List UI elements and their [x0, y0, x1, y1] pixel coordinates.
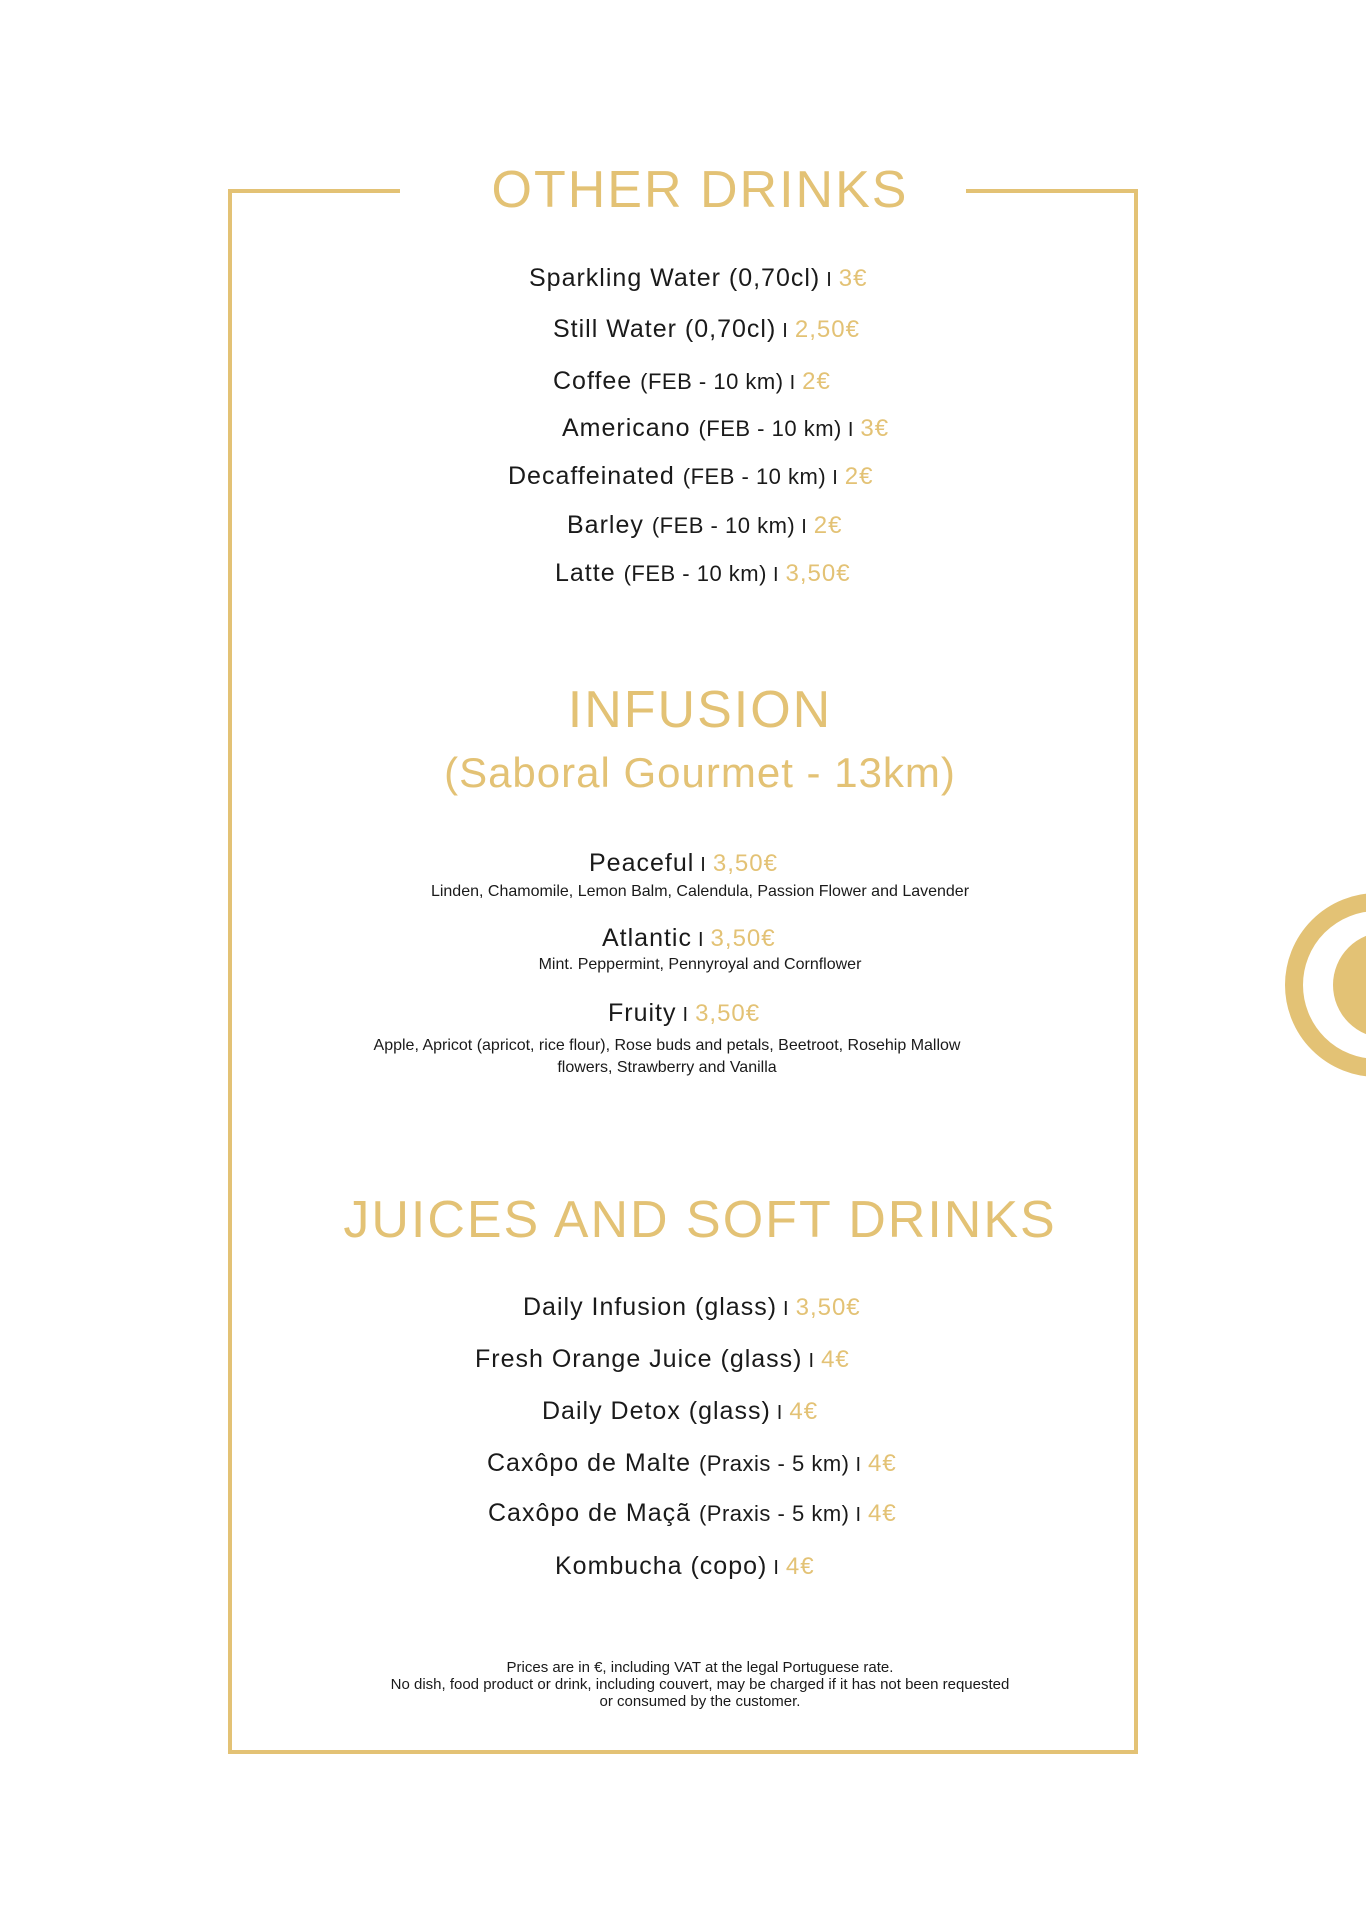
item-name: Fruity: [608, 999, 677, 1027]
item-name: Daily Infusion (glass): [523, 1293, 778, 1321]
menu-item: [589, 848, 778, 880]
item-separator: I: [697, 929, 705, 951]
menu-item: [542, 1396, 818, 1428]
item-separator: I: [700, 854, 707, 876]
section-title-other-drinks: OTHER DRINKS: [491, 161, 909, 219]
item-separator: I: [832, 467, 839, 489]
item-origin: (FEB - 10 km): [698, 416, 842, 441]
section-title-juices: JUICES AND SOFT DRINKS: [343, 1191, 1057, 1249]
menu-item: [529, 263, 868, 295]
menu-item: [602, 923, 776, 955]
menu-item: [475, 1344, 850, 1376]
item-origin: (Praxis - 5 km): [698, 1501, 850, 1526]
item-price: 3€: [860, 415, 890, 442]
item-price: 2€: [844, 463, 874, 490]
menu-item: [553, 314, 860, 346]
item-separator: I: [855, 1504, 863, 1526]
item-description: Mint. Peppermint, Pennyroyal and Cornflower: [538, 956, 862, 973]
item-description: flowers, Strawberry and Vanilla: [557, 1059, 777, 1076]
item-origin: (FEB - 10 km): [640, 369, 784, 394]
item-name: Daily Detox (glass): [542, 1397, 771, 1425]
item-price: 3,50€: [712, 850, 778, 877]
item-price: 3,50€: [795, 1294, 861, 1321]
section-title-infusion: INFUSION: [567, 681, 833, 739]
item-origin: (FEB - 10 km): [651, 513, 796, 538]
item-name: Caxôpo de Maçã: [488, 1499, 692, 1527]
menu-item: [608, 998, 760, 1030]
item-name: Latte: [555, 559, 616, 587]
item-description: Apple, Apricot (apricot, rice flour), Rose buds and petals, Beetroot, Rosehip Mallow: [373, 1037, 961, 1054]
item-price: 3,50€: [710, 925, 776, 952]
item-name: Americano: [562, 414, 691, 442]
item-separator: I: [847, 419, 855, 441]
item-price: 4€: [789, 1398, 819, 1425]
item-price: 2,50€: [794, 316, 860, 343]
menu-item: [555, 558, 851, 590]
item-separator: I: [782, 320, 789, 342]
item-separator: I: [783, 1298, 790, 1320]
item-description: Linden, Chamomile, Lemon Balm, Calendula, Passion Flower and Lavender: [430, 883, 970, 900]
item-price: 3,50€: [695, 1000, 761, 1027]
item-price: 4€: [785, 1553, 815, 1580]
item-name: Decaffeinated: [508, 462, 675, 490]
footer-note-line: Prices are in €, including VAT at the legal Portuguese rate.: [506, 1659, 894, 1676]
item-name: Fresh Orange Juice (glass): [475, 1345, 803, 1373]
item-separator: I: [772, 564, 780, 586]
menu-item: [488, 1498, 897, 1530]
item-price: 3€: [838, 265, 868, 292]
item-name: Still Water (0,70cl): [553, 315, 777, 343]
item-name: Atlantic: [602, 924, 692, 952]
item-separator: I: [855, 1454, 863, 1476]
item-separator: I: [773, 1557, 780, 1579]
item-name: Caxôpo de Malte: [487, 1449, 692, 1477]
menu-item: [487, 1448, 897, 1480]
footer-note-line: or consumed by the customer.: [599, 1693, 801, 1710]
item-name: Kombucha (copo): [555, 1552, 768, 1580]
item-price: 3,50€: [785, 560, 851, 587]
item-origin: (Praxis - 5 km): [698, 1451, 850, 1476]
menu-item: [567, 510, 843, 542]
section-subtitle-infusion: (Saboral Gourmet - 13km): [444, 749, 956, 796]
item-separator: I: [776, 1402, 784, 1424]
item-price: 2€: [802, 368, 831, 395]
footer-note-line: No dish, food product or drink, including couvert, may be charged if it has not been requested: [390, 1676, 1010, 1693]
frame-bottom-line: [228, 1750, 1138, 1754]
item-separator: I: [808, 1350, 816, 1372]
menu-item: [562, 413, 889, 445]
menu-item: [508, 461, 873, 493]
item-name: Sparkling Water (0,70cl): [529, 264, 821, 292]
item-origin: (FEB - 10 km): [682, 464, 827, 489]
menu-item: [553, 366, 831, 398]
item-name: Barley: [567, 511, 644, 539]
item-separator: I: [826, 269, 833, 291]
item-name: Coffee: [553, 367, 633, 395]
item-price: 4€: [821, 1346, 850, 1373]
item-price: 2€: [813, 512, 843, 539]
menu-item: [555, 1551, 815, 1583]
item-name: Peaceful: [589, 849, 695, 877]
item-price: 4€: [868, 1450, 897, 1477]
item-origin: (FEB - 10 km): [623, 561, 767, 586]
item-separator: I: [789, 372, 797, 394]
item-separator: I: [682, 1004, 690, 1026]
menu-item: [523, 1292, 861, 1324]
item-price: 4€: [868, 1500, 897, 1527]
item-separator: I: [801, 516, 808, 538]
